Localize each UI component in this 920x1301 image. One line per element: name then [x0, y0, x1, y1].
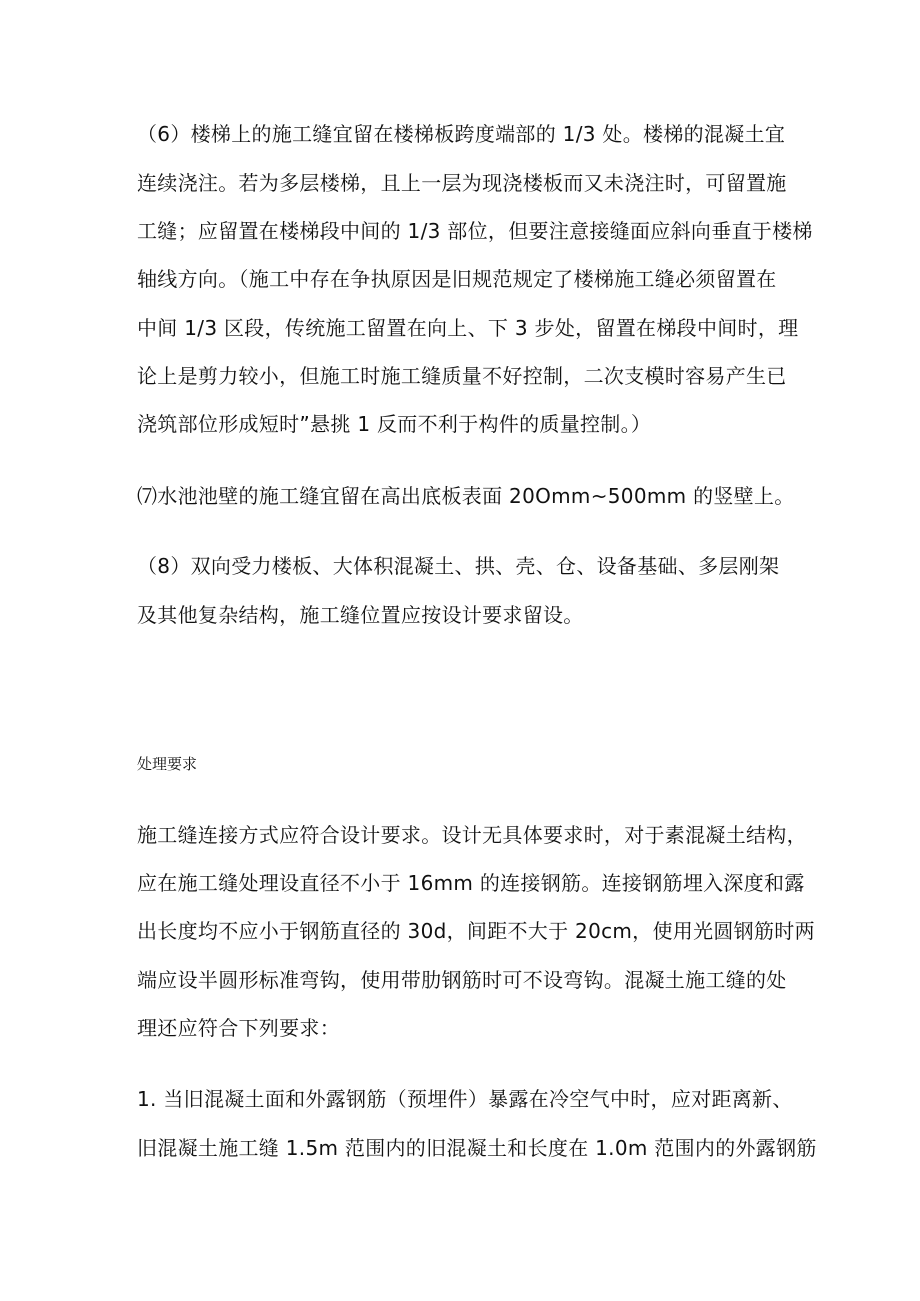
paragraph-line: 端应设半圆形标准弯钩，使用带肋钢筋时可不设弯钩。混凝土施工缝的处	[137, 968, 787, 992]
paragraph-line: 中间 1/3 区段，传统施工留置在向上、下 3 步处，留置在梯段中间时，理	[137, 316, 799, 340]
paragraph-line: 浇筑部位形成短时”悬挑 1 反而不利于构件的质量控制。）	[137, 412, 652, 436]
paragraph-line: 应在施工缝处理设直径不小于 16mm 的连接钢筋。连接钢筋埋入深度和露	[137, 871, 805, 895]
paragraph-line: 轴线方向。（施工中存在争执原因是旧规范规定了楼梯施工缝必须留置在	[137, 267, 777, 291]
paragraph-line: 论上是剪力较小，但施工时施工缝质量不好控制，二次支模时容易产生已	[137, 364, 787, 388]
paragraph-line: 及其他复杂结构，施工缝位置应按设计要求留设。	[137, 603, 584, 627]
paragraph-line: 理还应符合下列要求：	[137, 1016, 340, 1040]
section-heading: 处理要求	[137, 755, 198, 773]
paragraph-line: （8）双向受力楼板、大体积混凝土、拱、壳、仓、设备基础、多层刚架	[137, 554, 780, 578]
paragraph-line: ⑺水池池壁的施工缝宜留在高出底板表面 20Omm~500mm 的竖壁上。	[137, 484, 795, 508]
paragraph-line: 工缝；应留置在楼梯段中间的 1/3 部位，但要注意接缝面应斜向垂直于楼梯	[137, 219, 813, 243]
paragraph-line: 1. 当旧混凝土面和外露钢筋（预埋件）暴露在冷空气中时，应对距离新、	[137, 1087, 793, 1111]
paragraph-line: 出长度均不应小于钢筋直径的 30d，间距不大于 20cm，使用光圆钢筋时两	[137, 919, 815, 943]
paragraph-line: 施工缝连接方式应符合设计要求。设计无具体要求时，对于素混凝土结构，	[137, 823, 807, 847]
paragraph-line: 旧混凝土施工缝 1.5m 范围内的旧混凝土和长度在 1.0m 范围内的外露钢筋	[137, 1136, 817, 1160]
paragraph-line: （6）楼梯上的施工缝宜留在楼梯板跨度端部的 1/3 处。楼梯的混凝土宜	[137, 122, 786, 146]
paragraph-line: 连续浇注。若为多层楼梯，且上一层为现浇楼板而又未浇注时，可留置施	[137, 171, 787, 195]
